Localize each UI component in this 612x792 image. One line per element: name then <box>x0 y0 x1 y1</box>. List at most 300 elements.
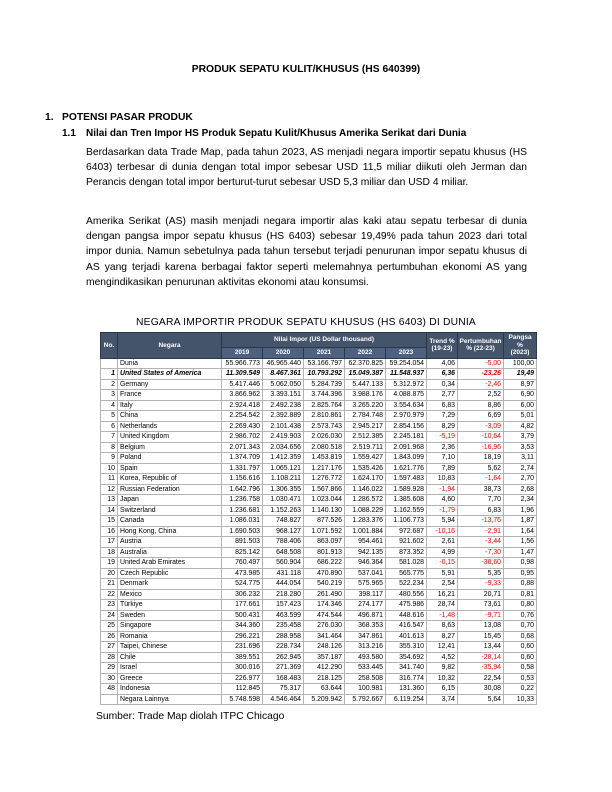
cell-value-2022: 575.965 <box>345 579 386 590</box>
table-row <box>101 432 537 443</box>
header-year-2019: 2019 <box>222 348 263 359</box>
cell-value-2020: 4.546.464 <box>263 694 304 705</box>
section-heading <box>45 112 193 123</box>
cell-share: 4,82 <box>504 421 537 432</box>
cell-value-2021: 470.890 <box>304 568 345 579</box>
cell-growth: -13,76 <box>458 516 504 527</box>
table-row <box>101 673 537 684</box>
header-no: No. <box>101 333 118 359</box>
cell-country-name: Negara Lainnya <box>118 694 222 705</box>
cell-value-2020: 2.492.238 <box>263 400 304 411</box>
cell-row-number: 11 <box>101 474 118 485</box>
cell-trend: 2,61 <box>427 537 458 548</box>
cell-value-2019: 891.503 <box>222 537 263 548</box>
cell-share: 8,97 <box>504 379 537 390</box>
cell-row-number: 14 <box>101 505 118 516</box>
cell-value-2022: 3.988.176 <box>345 390 386 401</box>
cell-row-number: 3 <box>101 390 118 401</box>
cell-value-2021: 474.544 <box>304 610 345 621</box>
section-number: 1. <box>45 112 54 123</box>
cell-share: 6,00 <box>504 400 537 411</box>
cell-row-number: 16 <box>101 526 118 537</box>
cell-row-number: 8 <box>101 442 118 453</box>
cell-value-2022: 537.041 <box>345 568 386 579</box>
cell-value-2022: 946.364 <box>345 558 386 569</box>
cell-value-2021: 341.464 <box>304 631 345 642</box>
cell-value-2019: 226.977 <box>222 673 263 684</box>
cell-value-2019: 1.690.503 <box>222 526 263 537</box>
cell-value-2023: 4.088.875 <box>386 390 427 401</box>
cell-value-2022: 368.353 <box>345 621 386 632</box>
cell-country-name: Australia <box>118 547 222 558</box>
cell-value-2021: 2.573.743 <box>304 421 345 432</box>
cell-share: 3,53 <box>504 442 537 453</box>
cell-value-2023: 354.692 <box>386 652 427 663</box>
table-row <box>101 379 537 390</box>
cell-value-2020: 5.062.050 <box>263 379 304 390</box>
cell-value-2023: 972.687 <box>386 526 427 537</box>
cell-growth: 5,64 <box>458 694 504 705</box>
cell-value-2020: 288.958 <box>263 631 304 642</box>
table-row <box>101 621 537 632</box>
cell-value-2020: 46.965.440 <box>263 358 304 369</box>
cell-country-name: Mexico <box>118 589 222 600</box>
cell-growth: -16,96 <box>458 442 504 453</box>
cell-growth: -28,14 <box>458 652 504 663</box>
cell-value-2021: 5.284.739 <box>304 379 345 390</box>
cell-country-name: Israel <box>118 663 222 674</box>
table-row <box>101 589 537 600</box>
table-row <box>101 505 537 516</box>
cell-value-2020: 168.483 <box>263 673 304 684</box>
cell-value-2020: 1.152.263 <box>263 505 304 516</box>
cell-share: 0,68 <box>504 631 537 642</box>
cell-value-2019: 300.016 <box>222 663 263 674</box>
cell-value-2021: 1.567.866 <box>304 484 345 495</box>
cell-growth: -5,00 <box>458 358 504 369</box>
cell-value-2019: 2.254.542 <box>222 411 263 422</box>
cell-row-number: 12 <box>101 484 118 495</box>
cell-value-2022: 15.049.387 <box>345 369 386 380</box>
table-row <box>101 484 537 495</box>
cell-trend: -1,48 <box>427 610 458 621</box>
cell-trend: 9,82 <box>427 663 458 674</box>
cell-value-2021: 1.453.819 <box>304 453 345 464</box>
table-row <box>101 474 537 485</box>
cell-value-2022: 313.216 <box>345 642 386 653</box>
cell-value-2019: 2.924.418 <box>222 400 263 411</box>
cell-country-name: Russian Federation <box>118 484 222 495</box>
cell-country-name: United Kingdom <box>118 432 222 443</box>
cell-country-name: Hong Kong, China <box>118 526 222 537</box>
cell-trend: -1,79 <box>427 505 458 516</box>
cell-country-name: Sweden <box>118 610 222 621</box>
header-year-2022: 2022 <box>345 348 386 359</box>
cell-row-number <box>101 358 118 369</box>
cell-growth: 20,71 <box>458 589 504 600</box>
table-row <box>101 411 537 422</box>
cell-trend: 6,36 <box>427 369 458 380</box>
table-row <box>101 463 537 474</box>
cell-value-2020: 1.065.121 <box>263 463 304 474</box>
cell-growth: -35,94 <box>458 663 504 674</box>
cell-share: 19,49 <box>504 369 537 380</box>
cell-value-2023: 1.597.483 <box>386 474 427 485</box>
cell-country-name: Romania <box>118 631 222 642</box>
cell-value-2021: 5.209.942 <box>304 694 345 705</box>
cell-country-name: Germany <box>118 379 222 390</box>
cell-value-2021: 1.071.592 <box>304 526 345 537</box>
cell-value-2020: 2.392.889 <box>263 411 304 422</box>
cell-value-2021: 357.187 <box>304 652 345 663</box>
cell-growth: 2,52 <box>458 390 504 401</box>
cell-country-name: Singapore <box>118 621 222 632</box>
cell-value-2022: 1.088.229 <box>345 505 386 516</box>
cell-value-2019: 5.748.598 <box>222 694 263 705</box>
cell-value-2019: 524.775 <box>222 579 263 590</box>
table-row <box>101 526 537 537</box>
cell-value-2020: 1.030.471 <box>263 495 304 506</box>
cell-value-2023: 475.986 <box>386 600 427 611</box>
cell-growth: 6,69 <box>458 411 504 422</box>
cell-value-2023: 581.028 <box>386 558 427 569</box>
cell-value-2022: 942.135 <box>345 547 386 558</box>
cell-country-name: Taipei, Chinese <box>118 642 222 653</box>
cell-share: 0,60 <box>504 642 537 653</box>
cell-share: 0,80 <box>504 600 537 611</box>
cell-value-2022: 2.945.217 <box>345 421 386 432</box>
cell-country-name: Dunia <box>118 358 222 369</box>
cell-share: 1,87 <box>504 516 537 527</box>
cell-growth: -1,64 <box>458 474 504 485</box>
cell-value-2020: 8.467.361 <box>263 369 304 380</box>
cell-share: 0,76 <box>504 610 537 621</box>
cell-country-name: Japan <box>118 495 222 506</box>
cell-value-2022: 1.001.884 <box>345 526 386 537</box>
cell-trend: 7,89 <box>427 463 458 474</box>
cell-row-number: 2 <box>101 379 118 390</box>
cell-growth: -23,26 <box>458 369 504 380</box>
cell-value-2020: 235.458 <box>263 621 304 632</box>
cell-growth: 15,45 <box>458 631 504 642</box>
cell-value-2023: 1.106.773 <box>386 516 427 527</box>
cell-value-2020: 431.118 <box>263 568 304 579</box>
cell-value-2021: 1.217.176 <box>304 463 345 474</box>
cell-row-number: 28 <box>101 652 118 663</box>
cell-value-2020: 218.280 <box>263 589 304 600</box>
cell-growth: 18,19 <box>458 453 504 464</box>
cell-value-2023: 448.616 <box>386 610 427 621</box>
cell-value-2019: 3.866.962 <box>222 390 263 401</box>
cell-share: 0,81 <box>504 589 537 600</box>
table-row <box>101 642 537 653</box>
cell-growth: -7,30 <box>458 547 504 558</box>
cell-value-2021: 686.222 <box>304 558 345 569</box>
cell-row-number: 19 <box>101 558 118 569</box>
cell-value-2022: 1.559.427 <box>345 453 386 464</box>
cell-value-2019: 500.431 <box>222 610 263 621</box>
cell-value-2022: 5.447.133 <box>345 379 386 390</box>
cell-row-number: 17 <box>101 537 118 548</box>
cell-trend: 2,36 <box>427 442 458 453</box>
cell-value-2019: 1.642.796 <box>222 484 263 495</box>
page-title: PRODUK SEPATU KULIT/KHUSUS (HS 640399) <box>191 64 421 75</box>
cell-trend: 5,91 <box>427 568 458 579</box>
cell-share: 2,34 <box>504 495 537 506</box>
cell-trend: 4,06 <box>427 358 458 369</box>
cell-value-2023: 341.740 <box>386 663 427 674</box>
cell-value-2022: 1.535.426 <box>345 463 386 474</box>
cell-share: 0,53 <box>504 673 537 684</box>
cell-trend: -5,19 <box>427 432 458 443</box>
cell-trend: 7,10 <box>427 453 458 464</box>
cell-share: 1,56 <box>504 537 537 548</box>
cell-country-name: Türkiye <box>118 600 222 611</box>
cell-country-name: United States of America <box>118 369 222 380</box>
cell-value-2020: 2.419.903 <box>263 432 304 443</box>
cell-value-2022: 533.445 <box>345 663 386 674</box>
cell-trend: 8,29 <box>427 421 458 432</box>
subsection-heading <box>62 128 466 139</box>
cell-value-2022: 954.461 <box>345 537 386 548</box>
header-country: Negara <box>118 333 222 359</box>
cell-value-2022: 258.508 <box>345 673 386 684</box>
cell-value-2021: 2.080.518 <box>304 442 345 453</box>
cell-growth: 30,08 <box>458 684 504 695</box>
cell-row-number: 22 <box>101 589 118 600</box>
cell-value-2023: 401.613 <box>386 631 427 642</box>
section-label: POTENSI PASAR PRODUK <box>62 112 193 123</box>
cell-row-number: 13 <box>101 495 118 506</box>
cell-value-2023: 131.360 <box>386 684 427 695</box>
cell-row-number <box>101 694 118 705</box>
cell-value-2022: 1.624.170 <box>345 474 386 485</box>
cell-trend: 7,29 <box>427 411 458 422</box>
cell-share: 0,22 <box>504 684 537 695</box>
cell-value-2021: 412.290 <box>304 663 345 674</box>
cell-value-2019: 55.966.773 <box>222 358 263 369</box>
table-row <box>101 400 537 411</box>
cell-value-2019: 177.661 <box>222 600 263 611</box>
cell-trend: 10,32 <box>427 673 458 684</box>
cell-value-2023: 6.119.254 <box>386 694 427 705</box>
cell-value-2023: 873.352 <box>386 547 427 558</box>
cell-row-number: 30 <box>101 673 118 684</box>
cell-row-number: 20 <box>101 568 118 579</box>
cell-value-2023: 522.234 <box>386 579 427 590</box>
cell-country-name: Belgium <box>118 442 222 453</box>
cell-value-2020: 1.306.355 <box>263 484 304 495</box>
table-row <box>101 421 537 432</box>
header-value-group: Nilai Impor (US Dollar thousand) <box>222 333 427 348</box>
cell-share: 2,70 <box>504 474 537 485</box>
cell-country-name: Greece <box>118 673 222 684</box>
cell-value-2020: 271.369 <box>263 663 304 674</box>
cell-growth: 5,35 <box>458 568 504 579</box>
table-row <box>101 390 537 401</box>
cell-value-2020: 444.054 <box>263 579 304 590</box>
cell-growth: 5,62 <box>458 463 504 474</box>
cell-share: 6,90 <box>504 390 537 401</box>
cell-row-number: 24 <box>101 610 118 621</box>
cell-share: 3,79 <box>504 432 537 443</box>
cell-value-2019: 344.360 <box>222 621 263 632</box>
header-share: Pangsa % (2023) <box>504 333 537 359</box>
cell-trend: -0,15 <box>427 558 458 569</box>
cell-value-2022: 2.512.385 <box>345 432 386 443</box>
cell-value-2023: 11.548.937 <box>386 369 427 380</box>
table-header <box>101 333 537 359</box>
cell-growth: -3,09 <box>458 421 504 432</box>
cell-value-2022: 2.519.711 <box>345 442 386 453</box>
cell-country-name: Indonesia <box>118 684 222 695</box>
cell-value-2019: 1.331.797 <box>222 463 263 474</box>
subsection-label: Nilai dan Tren Impor HS Produk Sepatu Kulit/Khusus Amerika Serikat dari Dunia <box>86 128 467 139</box>
cell-row-number: 1 <box>101 369 118 380</box>
cell-row-number: 6 <box>101 421 118 432</box>
cell-value-2019: 1.236.758 <box>222 495 263 506</box>
importers-table <box>100 332 537 705</box>
cell-share: 0,98 <box>504 558 537 569</box>
cell-value-2023: 355.310 <box>386 642 427 653</box>
cell-value-2020: 748.827 <box>263 516 304 527</box>
cell-value-2022: 1.283.376 <box>345 516 386 527</box>
cell-country-name: Poland <box>118 453 222 464</box>
cell-growth: 38,73 <box>458 484 504 495</box>
cell-value-2021: 2.026.030 <box>304 432 345 443</box>
cell-value-2020: 157.423 <box>263 600 304 611</box>
cell-country-name: Netherlands <box>118 421 222 432</box>
cell-growth: 6,83 <box>458 505 504 516</box>
table-row <box>101 568 537 579</box>
cell-value-2023: 1.385.608 <box>386 495 427 506</box>
cell-growth: -2,46 <box>458 379 504 390</box>
cell-value-2023: 59.254.054 <box>386 358 427 369</box>
cell-value-2021: 863.097 <box>304 537 345 548</box>
cell-trend: -1,94 <box>427 484 458 495</box>
cell-value-2021: 218.125 <box>304 673 345 684</box>
cell-growth: -9,71 <box>458 610 504 621</box>
cell-value-2023: 416.547 <box>386 621 427 632</box>
cell-value-2019: 760.497 <box>222 558 263 569</box>
cell-value-2020: 463.599 <box>263 610 304 621</box>
header-trend: Trend % (19-23) <box>427 333 458 359</box>
table-row <box>101 663 537 674</box>
cell-value-2019: 1.086.031 <box>222 516 263 527</box>
cell-growth: 73,61 <box>458 600 504 611</box>
cell-value-2023: 3.554.634 <box>386 400 427 411</box>
cell-value-2023: 1.162.559 <box>386 505 427 516</box>
cell-row-number: 25 <box>101 621 118 632</box>
cell-growth: 13,44 <box>458 642 504 653</box>
table-row <box>101 652 537 663</box>
import-table-block <box>0 317 612 722</box>
cell-value-2020: 560.904 <box>263 558 304 569</box>
cell-value-2020: 1.412.359 <box>263 453 304 464</box>
table-row <box>101 369 537 380</box>
cell-share: 1,47 <box>504 547 537 558</box>
cell-trend: 8,27 <box>427 631 458 642</box>
table-row <box>101 537 537 548</box>
table-row <box>101 684 537 695</box>
cell-value-2021: 877.526 <box>304 516 345 527</box>
source-note: Sumber: Trade Map diolah ITPC Chicago <box>96 711 285 723</box>
cell-value-2019: 1.236.681 <box>222 505 263 516</box>
table-row <box>101 453 537 464</box>
cell-value-2022: 274.177 <box>345 600 386 611</box>
cell-value-2021: 801.913 <box>304 547 345 558</box>
cell-country-name: China <box>118 411 222 422</box>
cell-trend: 4,60 <box>427 495 458 506</box>
cell-value-2019: 2.269.430 <box>222 421 263 432</box>
cell-value-2021: 1.276.772 <box>304 474 345 485</box>
cell-value-2019: 5.417.446 <box>222 379 263 390</box>
cell-value-2019: 11.309.549 <box>222 369 263 380</box>
cell-value-2023: 1.589.928 <box>386 484 427 495</box>
cell-value-2020: 788.406 <box>263 537 304 548</box>
cell-share: 100,00 <box>504 358 537 369</box>
cell-value-2022: 1.146.022 <box>345 484 386 495</box>
cell-trend: 6,83 <box>427 400 458 411</box>
cell-value-2019: 1.156.616 <box>222 474 263 485</box>
cell-row-number: 23 <box>101 600 118 611</box>
cell-value-2020: 1.108.211 <box>263 474 304 485</box>
cell-value-2023: 565.775 <box>386 568 427 579</box>
cell-value-2021: 248.126 <box>304 642 345 653</box>
cell-row-number: 18 <box>101 547 118 558</box>
cell-country-name: Switzerland <box>118 505 222 516</box>
cell-trend: 8,63 <box>427 621 458 632</box>
cell-value-2019: 306.232 <box>222 589 263 600</box>
cell-value-2020: 75.317 <box>263 684 304 695</box>
cell-value-2022: 5.792.667 <box>345 694 386 705</box>
cell-country-name: Canada <box>118 516 222 527</box>
cell-country-name: Italy <box>118 400 222 411</box>
cell-value-2023: 316.774 <box>386 673 427 684</box>
cell-value-2021: 3.744.396 <box>304 390 345 401</box>
cell-value-2023: 921.602 <box>386 537 427 548</box>
cell-value-2021: 540.219 <box>304 579 345 590</box>
cell-row-number: 7 <box>101 432 118 443</box>
cell-growth: 22,54 <box>458 673 504 684</box>
cell-value-2021: 1.023.044 <box>304 495 345 506</box>
cell-trend: 5,94 <box>427 516 458 527</box>
cell-country-name: Korea, Republic of <box>118 474 222 485</box>
cell-value-2020: 2.034.656 <box>263 442 304 453</box>
cell-row-number: 4 <box>101 400 118 411</box>
cell-value-2021: 10.793.292 <box>304 369 345 380</box>
cell-value-2020: 2.101.438 <box>263 421 304 432</box>
cell-value-2019: 473.985 <box>222 568 263 579</box>
cell-value-2023: 2.970.979 <box>386 411 427 422</box>
cell-row-number: 48 <box>101 684 118 695</box>
cell-value-2019: 2.986.702 <box>222 432 263 443</box>
cell-value-2019: 389.551 <box>222 652 263 663</box>
cell-row-number: 29 <box>101 663 118 674</box>
cell-value-2021: 1.140.130 <box>304 505 345 516</box>
cell-growth: -3,44 <box>458 537 504 548</box>
header-year-2023: 2023 <box>386 348 427 359</box>
cell-value-2022: 398.117 <box>345 589 386 600</box>
table-row <box>101 516 537 527</box>
cell-value-2019: 112.845 <box>222 684 263 695</box>
cell-row-number: 10 <box>101 463 118 474</box>
cell-value-2023: 1.843.099 <box>386 453 427 464</box>
cell-trend: 6,15 <box>427 684 458 695</box>
cell-value-2020: 3.393.151 <box>263 390 304 401</box>
cell-row-number: 9 <box>101 453 118 464</box>
cell-trend: 16,21 <box>427 589 458 600</box>
